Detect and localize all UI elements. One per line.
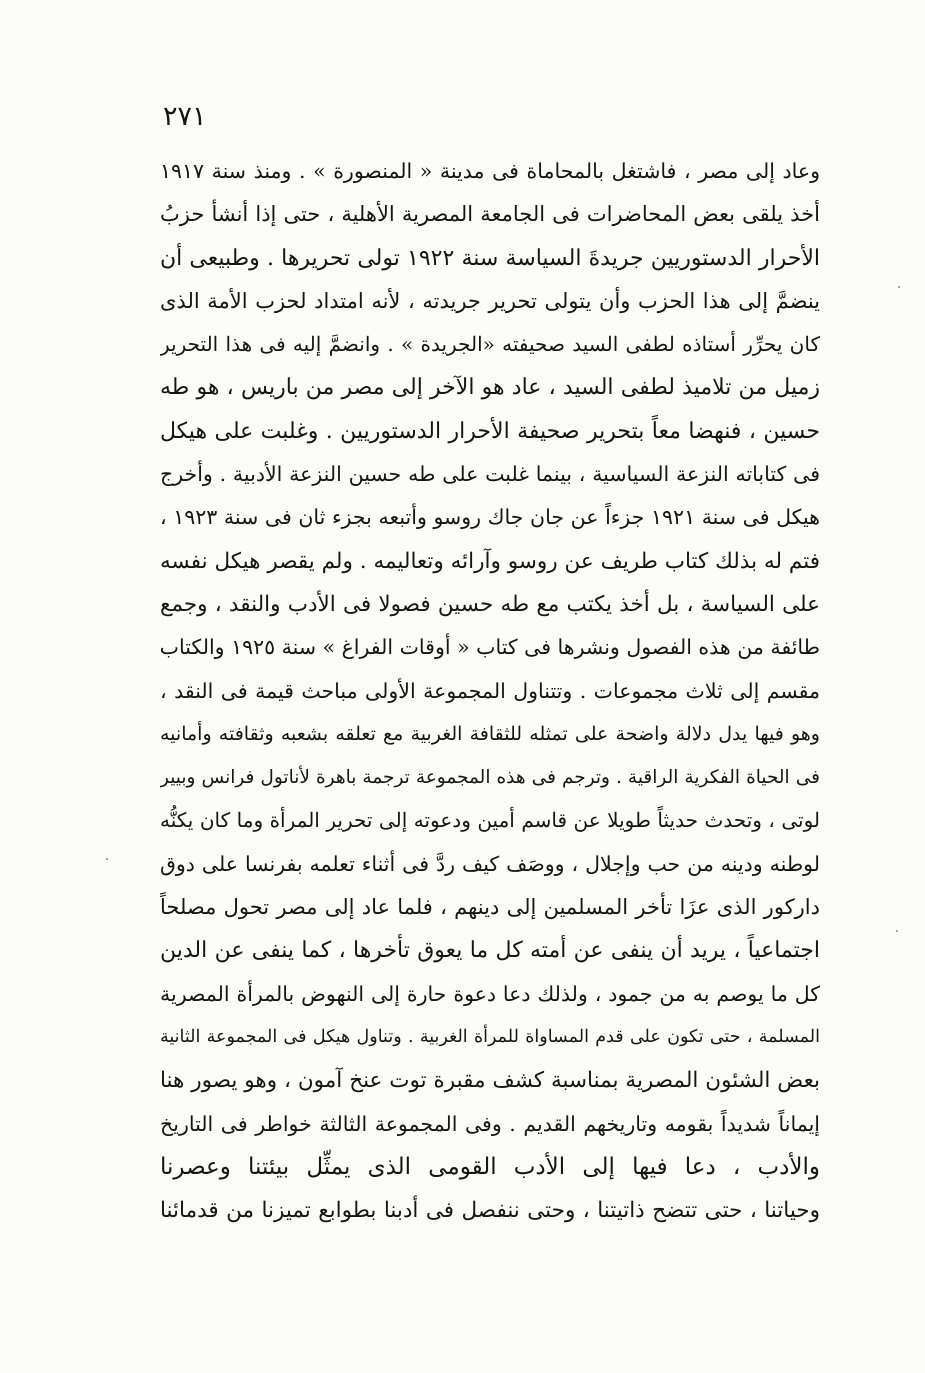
- text-line: المسلمة ، حتى تكون على قدم المساواة للمرأة الغربية . وتناول هيكل فى المجموعة الثانية: [160, 1026, 820, 1047]
- scan-speck: [896, 930, 898, 932]
- scan-speck: [106, 858, 108, 860]
- scan-speck: [898, 286, 900, 288]
- text-line: وهو فيها يدل دلالة واضحة على تمثله للثقافة الغربية مع تعلقه بشعبه وثقافته وأمانيه: [160, 722, 820, 745]
- text-line: كان يحرِّر أستاذه لطفى السيد صحيفته «الجريدة » . وانضمَّ إليه فى هذا التحرير: [160, 332, 820, 357]
- text-line: وحياتنا ، حتى تتضح ذاتيتنا ، وحتى ننفصل فى أدبنا بطوابع تميزنا من قدمائنا: [160, 1198, 820, 1224]
- text-line: كل ما يوصم به من جمود ، ولذلك دعا دعوة حارة إلى النهوض بالمرأة المصرية: [160, 981, 820, 1006]
- text-line: على السياسة ، بل أخذ يكتب مع طه حسين فصولا فى الأدب والنقد ، وجمع: [160, 591, 820, 617]
- text-line: فى الحياة الفكرية الراقية . وترجم فى هذه المجموعة ترجمة باهرة لأناتول فرانس وبيير: [160, 767, 820, 789]
- text-line: زميل من تلاميذ لطفى السيد ، عاد هو الآخر إلى مصر من باريس ، هو طه: [160, 375, 820, 401]
- text-line: داركور الذى عزَا تأخر المسلمين إلى دينهم ، فلما عاد إلى مصر تحول مصلحاً: [160, 895, 820, 920]
- text-line: الأحرار الدستوريين جريدةَ السياسة سنة ١٩٢٢ تولى تحريرها . وطبيعى أن: [160, 245, 820, 271]
- text-line: فى كتاباته النزعة السياسية ، بينما غلبت على طه حسين النزعة الأدبية . وأخرج: [160, 462, 820, 487]
- text-line: لوتى ، وتحدث حديثاً طويلا عن قاسم أمين ودعوته إلى تحرير المرأة وما كان يكنُّه: [160, 808, 820, 833]
- text-line: والأدب ، دعا فيها إلى الأدب القومى الذى يمثِّل بيئتنا وعصرنا: [160, 1153, 820, 1180]
- text-line: أخذ يلقى بعض المحاضرات فى الجامعة المصرية الأهلية ، حتى إذا أنشأ حزبُ: [160, 202, 820, 227]
- text-line: لوطنه ودينه من حب وإجلال ، ووصَف كيف ردَّ فى أثناء تعلمه بفرنسا على دوق: [160, 851, 820, 876]
- text-line: اجتماعياً ، يريد أن ينفى عن أمته كل ما يعوق تأخرها ، كما ينفى عن الدين: [160, 938, 820, 964]
- page-number: ٢٧١: [163, 101, 207, 132]
- text-line: ينضمَّ إلى هذا الحزب وأن يتولى تحرير جريدته ، لأنه امتداد لحزب الأمة الذى: [160, 288, 820, 313]
- text-line: إيماناً شديداً بقومه وتاريخهم القديم . وفى المجموعة الثالثة خواطر فى التاريخ: [160, 1111, 820, 1136]
- text-line: حسين ، فنهضا معاً بتحرير صحيفة الأحرار الدستوريين . وغلبت على هيكل: [160, 418, 820, 444]
- text-line: مقسم إلى ثلاث مجموعات . وتتناول المجموعة الأولى مباحث قيمة فى النقد ،: [160, 678, 820, 703]
- body-text: [160, 150, 820, 1232]
- text-line: بعض الشئون المصرية بمناسبة كشف مقبرة توت عنخ آمون ، وهو يصور هنا: [160, 1068, 820, 1094]
- text-line: وعاد إلى مصر ، فاشتغل بالمحاماة فى مدينة « المنصورة » . ومنذ سنة ١٩١٧: [160, 159, 820, 183]
- text-line: طائفة من هذه الفصول ونشرها فى كتاب « أوقات الفراغ » سنة ١٩٢٥ والكتاب: [160, 635, 820, 660]
- text-line: فتم له بذلك كتاب طريف عن روسو وآرائه وتعاليمه . ولم يقصر هيكل نفسه: [160, 548, 820, 574]
- text-line: هيكل فى سنة ١٩٢١ جزءاً عن جان جاك روسو وأتبعه بجزء ثان فى سنة ١٩٢٣ ،: [160, 505, 820, 530]
